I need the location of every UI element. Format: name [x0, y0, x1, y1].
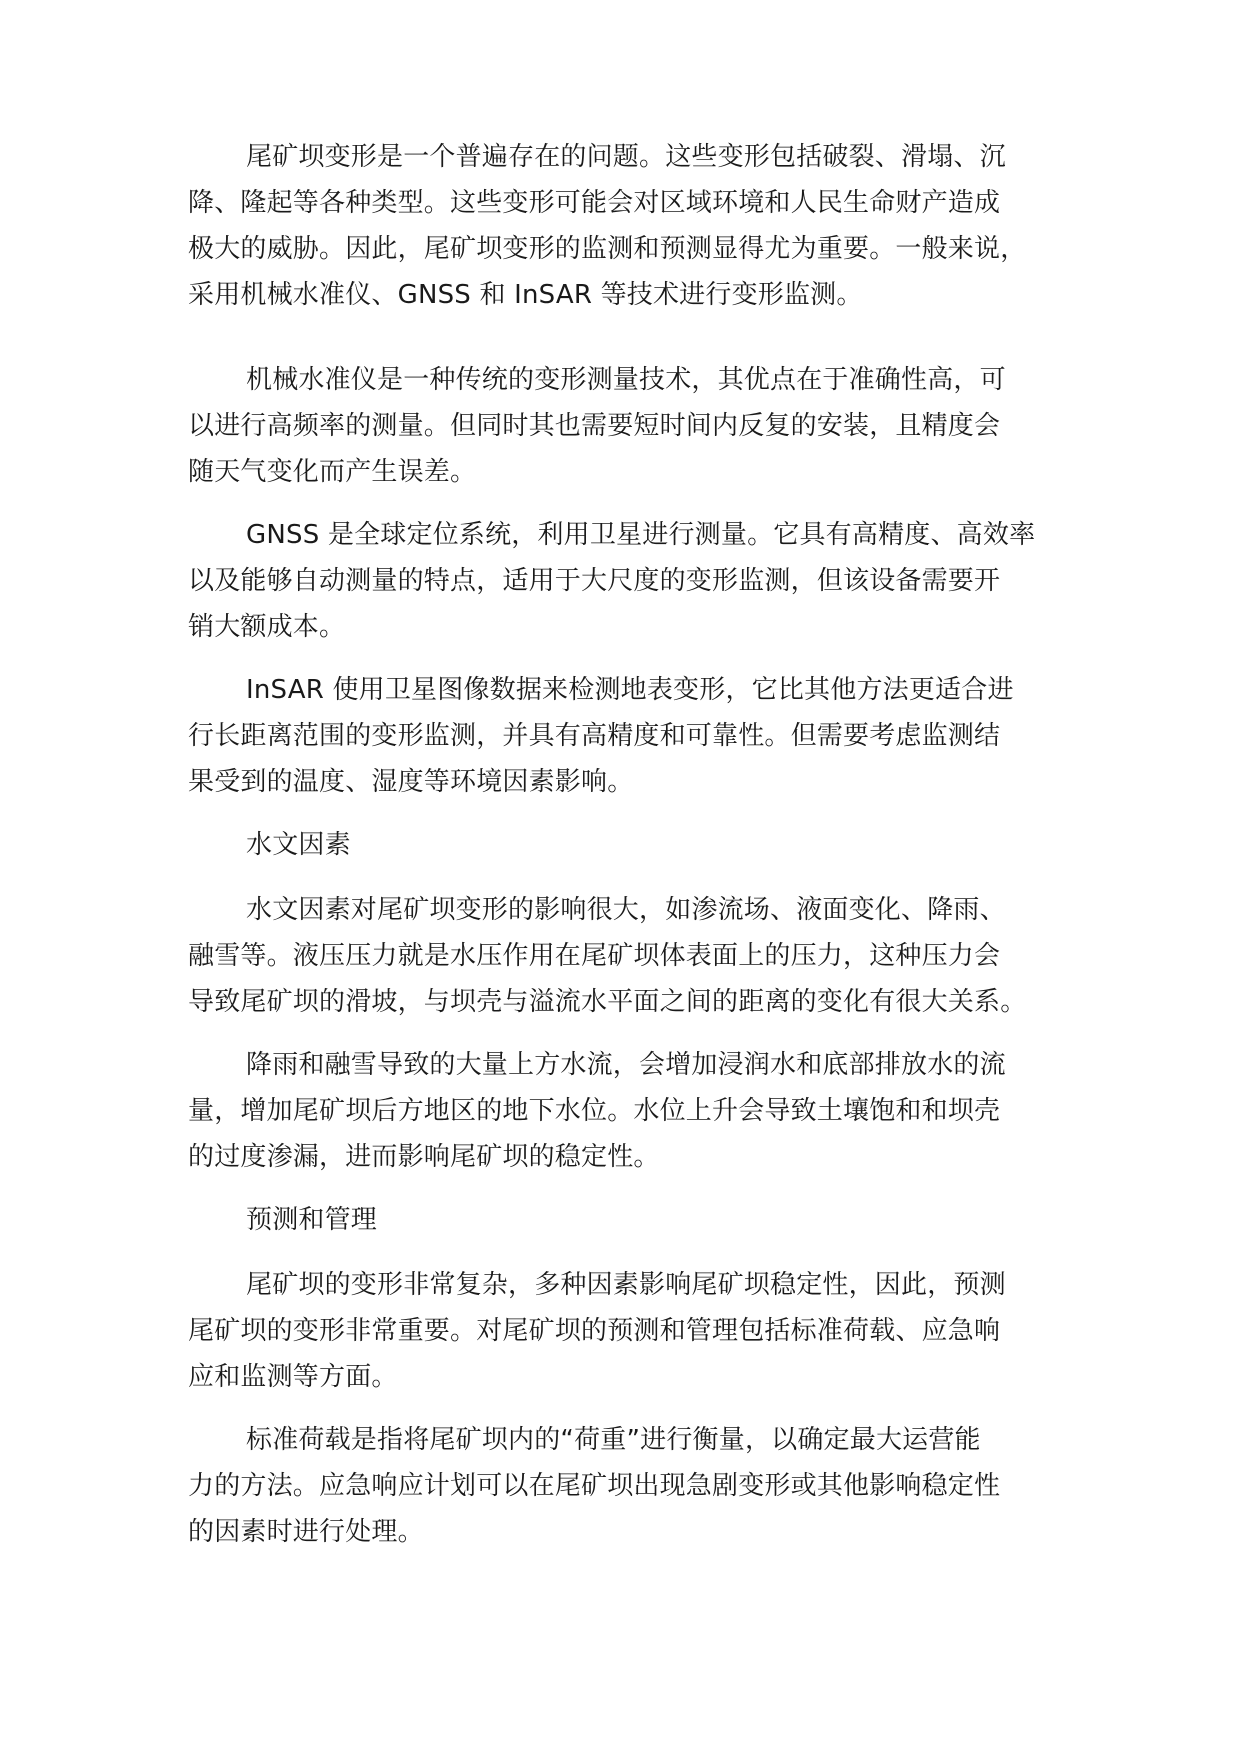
paragraph-gnss	[188, 512, 1035, 650]
text-line: 随天气变化而产生误差。	[188, 457, 477, 487]
text-line: 降、隆起等各种类型。这些变形可能会对区域环境和人民生命财产造成	[188, 188, 1001, 218]
text-line: 尾矿坝的变形非常重要。对尾矿坝的预测和管理包括标准荷载、应急响	[188, 1316, 1001, 1346]
text-line: 极大的威胁。因此，尾矿坝变形的监测和预测显得尤为重要。一般来说，	[188, 234, 1027, 264]
paragraph-rain-snowmelt	[188, 1042, 1006, 1180]
text-line: 的因素时进行处理。	[188, 1517, 424, 1547]
text-line: 机械水准仪是一种传统的变形测量技术，其优点在于准确性高，可	[246, 365, 1006, 395]
text-line: 应和监测等方面。	[188, 1362, 398, 1392]
text-line: 以进行高频率的测量。但同时其也需要短时间内反复的安装，且精度会	[188, 411, 1001, 441]
text-line: 降雨和融雪导致的大量上方水流，会增加浸润水和底部排放水的流	[246, 1050, 1006, 1080]
paragraph-insar	[188, 667, 1014, 805]
paragraph-prediction-management	[188, 1262, 1006, 1400]
paragraph-deformation-intro	[188, 134, 1026, 318]
text-line: 采用机械水准仪、GNSS 和 InSAR 等技术进行变形监测。	[188, 280, 863, 310]
text-line: 水文因素对尾矿坝变形的影响很大，如渗流场、液面变化、降雨、	[246, 895, 1006, 925]
text-line: 标准荷载是指将尾矿坝内的“荷重”进行衡量，以确定最大运营能	[246, 1425, 981, 1455]
text-line: 力的方法。应急响应计划可以在尾矿坝出现急剧变形或其他影响稳定性	[188, 1471, 1001, 1501]
text-line: 尾矿坝变形是一个普遍存在的问题。这些变形包括破裂、滑塌、沉	[246, 142, 1006, 172]
text-line: 行长距离范围的变形监测，并具有高精度和可靠性。但需要考虑监测结	[188, 721, 1001, 751]
section-heading-hydrology	[188, 822, 351, 868]
text-line: InSAR 使用卫星图像数据来检测地表变形，它比其他方法更适合进	[246, 675, 1014, 705]
text-line: 的过度渗漏，进而影响尾矿坝的稳定性。	[188, 1142, 660, 1172]
section-heading-text: 水文因素	[246, 830, 351, 860]
section-heading-text: 预测和管理	[246, 1205, 378, 1235]
text-line: 导致尾矿坝的滑坡，与坝壳与溢流水平面之间的距离的变化有很大关系。	[188, 987, 1027, 1017]
text-line: 销大额成本。	[188, 612, 346, 642]
text-line: 尾矿坝的变形非常复杂，多种因素影响尾矿坝稳定性，因此，预测	[246, 1270, 1006, 1300]
text-line: 量，增加尾矿坝后方地区的地下水位。水位上升会导致土壤饱和和坝壳	[188, 1096, 1001, 1126]
text-line: 果受到的温度、湿度等环境因素影响。	[188, 767, 634, 797]
paragraph-standard-load	[188, 1417, 1000, 1555]
text-line: 融雪等。液压压力就是水压作用在尾矿坝体表面上的压力，这种压力会	[188, 941, 1001, 971]
paragraph-mechanical-level	[188, 357, 1006, 495]
section-heading-prediction	[188, 1197, 377, 1243]
text-line: 以及能够自动测量的特点，适用于大尺度的变形监测，但该设备需要开	[188, 566, 1001, 596]
paragraph-hydrology-impact	[188, 887, 1026, 1025]
text-line: GNSS 是全球定位系统，利用卫星进行测量。它具有高精度、高效率	[246, 520, 1036, 550]
